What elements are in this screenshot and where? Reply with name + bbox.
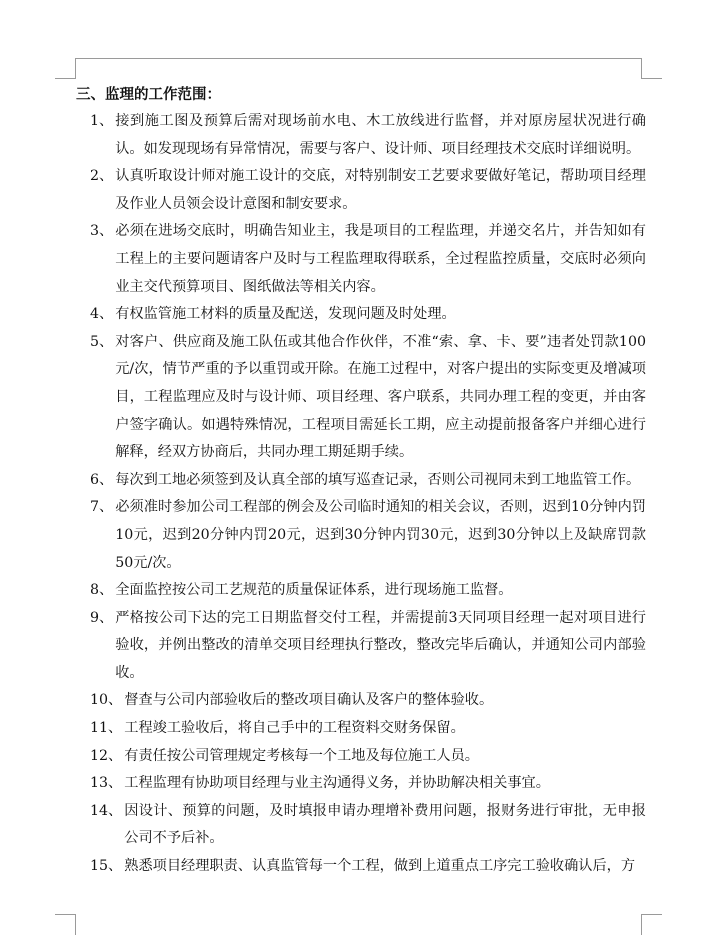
- item-number: 13、: [90, 775, 123, 792]
- item-text: 因设计、预算的问题，及时填报申请办理增补费用问题，报财务进行审批，无申报公司不予后补。: [124, 802, 646, 847]
- item-text: 工程竣工验收后，将自己手中的工程资料交财务保留。: [124, 720, 465, 737]
- item-text: 每次到工地必须签到及认真全部的填写巡查记录，否则公司视同未到工地监管工作。: [115, 471, 641, 488]
- item-text: 有责任按公司管理规定考核每一个工地及每位施工人员。: [124, 747, 479, 764]
- item-text: 接到施工图及预算后需对现场前水电、木工放线进行监督，并对原房屋状况进行确认。如发现现场有异常情况，需要与客户、设计师、项目经理技术交底时详细说明。: [115, 113, 646, 157]
- list-item: [90, 108, 646, 163]
- item-number: 5、: [90, 333, 114, 350]
- list-item: [90, 687, 646, 715]
- item-number: 2、: [90, 168, 114, 185]
- item-text: 必须在进场交底时，明确告知业主，我是项目的工程监理，并递交名片，并告知如有工程上的主要问题请客户及时与工程监理取得联系，全过程监控质量，交底时必须向业主交代预算项目、图纸做法等相关内容。: [115, 223, 646, 295]
- item-number: 4、: [90, 306, 114, 323]
- list-item: [90, 577, 646, 605]
- list-item: [90, 301, 646, 329]
- item-text: 有权监管施工材料的质量及配送，发现问题及时处理。: [115, 306, 456, 323]
- list-item: [90, 494, 646, 577]
- list-item: [90, 798, 646, 853]
- item-text: 必须准时参加公司工程部的例会及公司临时通知的相关会议，否则，迟到10分钟内罚10元，迟到20分钟内罚20元，迟到30分钟内罚30元，迟到30分钟以上及缺席罚款50元/次。: [115, 499, 646, 571]
- item-number: 14、: [90, 802, 123, 819]
- crop-mark-top-right: [641, 58, 662, 79]
- list-item: [90, 715, 646, 743]
- page-top-border: [75, 58, 641, 59]
- crop-mark-top-left: [55, 58, 76, 79]
- list-item: [90, 218, 646, 301]
- crop-mark-bottom-left: [55, 914, 76, 935]
- section-title: 三、监理的工作范围：: [76, 86, 221, 103]
- item-text: 认真听取设计师对施工设计的交底，对特别制安工艺要求要做好笔记，帮助项目经理及作业人员领会设计意图和制安要求。: [115, 168, 646, 212]
- list-item: [90, 467, 646, 495]
- item-number: 6、: [90, 471, 114, 488]
- item-number: 8、: [90, 582, 114, 599]
- item-text: 督查与公司内部验收后的整改项目确认及客户的整体验收。: [124, 692, 494, 709]
- scope-list: [90, 108, 646, 881]
- item-number: 11、: [90, 720, 123, 737]
- item-number: 15、: [90, 858, 123, 875]
- item-number: 10、: [90, 692, 123, 709]
- list-item: [90, 853, 646, 881]
- list-item: [90, 605, 646, 688]
- item-text: 全面监控按公司工艺规范的质量保证体系，进行现场施工监督。: [115, 582, 513, 599]
- item-text: 工程监理有协助项目经理与业主沟通得义务，并协助解决相关事宜。: [124, 775, 550, 792]
- item-number: 7、: [90, 499, 114, 516]
- item-text: 严格按公司下达的完工日期监督交付工程，并需提前3天同项目经理一起对项目进行验收，并例出整改的清单交项目经理执行整改，整改完毕后确认，并通知公司内部验收。: [115, 609, 646, 681]
- item-number: 1、: [90, 113, 114, 129]
- item-text: 对客户、供应商及施工队伍或其他合作伙伴，不准“索、拿、卡、要”违者处罚款100元/次，情节严重的予以重罚或开除。在施工过程中，对客户提出的实际变更及增减项目，工程监理应及时与设计师、项目经理、客户联系，共同办理工程的变更，并由客户签字确认。如遇特殊情况，工程项目需延长工期，应主动提前报备客户并细心进行解释，经双方协商后，共同办理工期延期手续。: [115, 333, 646, 461]
- list-item: [90, 163, 646, 218]
- item-text: 熟悉项目经理职责、认真监管每一个工程，做到上道重点工序完工验收确认后，方: [124, 858, 636, 875]
- list-item: [90, 770, 646, 798]
- list-item: [90, 329, 646, 467]
- crop-mark-bottom-right: [641, 914, 662, 935]
- item-number: 12、: [90, 747, 123, 764]
- item-number: 9、: [90, 609, 114, 626]
- item-number: 3、: [90, 223, 114, 240]
- list-item: [90, 743, 646, 771]
